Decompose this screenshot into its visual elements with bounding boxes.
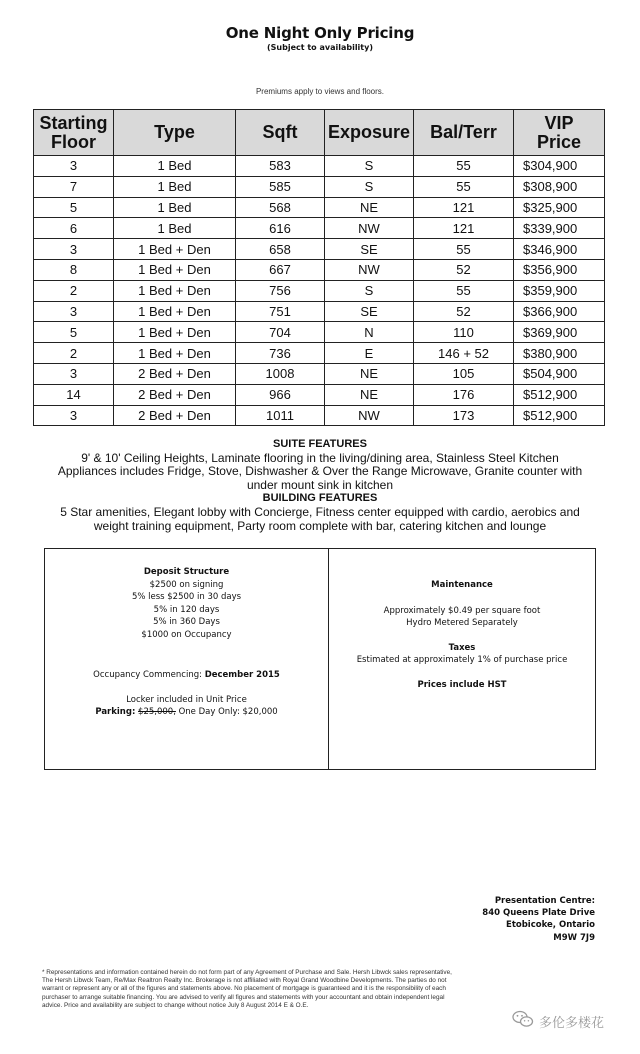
table-row bbox=[34, 218, 605, 239]
table-row bbox=[34, 280, 605, 301]
type-cell: 1 Bed + Den bbox=[114, 301, 236, 322]
suite-features-line: under mount sink in kitchen bbox=[246, 477, 394, 492]
sqft-cell: 966 bbox=[236, 384, 325, 405]
floor-cell: 5 bbox=[34, 197, 114, 218]
page-subtitle: (Subject to availability) bbox=[266, 43, 373, 52]
type-cell: 1 Bed + Den bbox=[114, 280, 236, 301]
page-title: One Night Only Pricing bbox=[225, 24, 415, 42]
exposure-cell: S bbox=[325, 176, 414, 197]
sqft-cell: 658 bbox=[236, 239, 325, 260]
price-cell: $512,900 bbox=[514, 384, 605, 405]
column-header-type: Type bbox=[114, 110, 236, 156]
deposit-item: $2500 on signing bbox=[149, 579, 224, 590]
parking-new-price: One Day Only: $20,000 bbox=[178, 707, 278, 717]
maintenance-heading: Maintenance bbox=[431, 580, 493, 590]
table-row bbox=[34, 259, 605, 280]
sqft-cell: 756 bbox=[236, 280, 325, 301]
maintenance-line: Hydro Metered Separately bbox=[406, 618, 518, 628]
table-row bbox=[34, 239, 605, 260]
balterr-cell: 55 bbox=[414, 156, 514, 177]
balterr-cell: 55 bbox=[414, 176, 514, 197]
parking-label: Parking: bbox=[95, 707, 136, 717]
type-cell: 1 Bed + Den bbox=[114, 343, 236, 364]
table-row bbox=[34, 322, 605, 343]
balterr-cell: 55 bbox=[414, 239, 514, 260]
table-row bbox=[34, 363, 605, 384]
table-row bbox=[34, 197, 605, 218]
maintenance-line: Approximately $0.49 per square foot bbox=[383, 605, 541, 616]
price-cell: $366,900 bbox=[514, 301, 605, 322]
parking-line bbox=[45, 706, 328, 719]
price-cell: $308,900 bbox=[514, 176, 605, 197]
price-cell: $512,900 bbox=[514, 405, 605, 426]
floor-cell: 3 bbox=[34, 156, 114, 177]
taxes-line: Estimated at approximately 1% of purchase price bbox=[356, 655, 568, 665]
balterr-cell: 105 bbox=[414, 363, 514, 384]
price-cell: $339,900 bbox=[514, 218, 605, 239]
floor-cell: 8 bbox=[34, 259, 114, 280]
pricing-table-header bbox=[34, 110, 605, 156]
pricing-table bbox=[33, 109, 605, 426]
type-cell: 1 Bed bbox=[114, 218, 236, 239]
type-cell: 2 Bed + Den bbox=[114, 405, 236, 426]
suite-features-line: Appliances includes Fridge, Stove, Dishwasher & Over the Range Microwave, Granite counter with bbox=[57, 464, 583, 479]
balterr-cell: 173 bbox=[414, 405, 514, 426]
premium-note: Premiums apply to views and floors. bbox=[255, 87, 385, 96]
balterr-cell: 52 bbox=[414, 301, 514, 322]
floor-cell: 3 bbox=[34, 239, 114, 260]
wechat-icon bbox=[512, 1010, 539, 1032]
price-cell: $356,900 bbox=[514, 259, 605, 280]
occupancy-value: December 2015 bbox=[204, 670, 280, 680]
balterr-cell: 55 bbox=[414, 280, 514, 301]
building-features-line: 5 Star amenities, Elegant lobby with Concierge, Fitness center equipped with cardio, aerobics and bbox=[60, 504, 580, 519]
floor-cell: 3 bbox=[34, 301, 114, 322]
table-row bbox=[34, 156, 605, 177]
exposure-cell: NW bbox=[325, 218, 414, 239]
info-boxes bbox=[44, 548, 596, 770]
table-row bbox=[34, 405, 605, 426]
price-cell: $325,900 bbox=[514, 197, 605, 218]
table-row bbox=[34, 301, 605, 322]
deposit-item: 5% less $2500 in 30 days bbox=[131, 592, 242, 602]
floor-cell: 6 bbox=[34, 218, 114, 239]
presentation-centre-address bbox=[440, 895, 595, 944]
disclaimer-line: warrant or represent any or all of the figures and statements above. No placement of mortgage is guaranteed and it is the responsibility of each bbox=[42, 985, 446, 993]
table-row bbox=[34, 176, 605, 197]
sqft-cell: 568 bbox=[236, 197, 325, 218]
sqft-cell: 616 bbox=[236, 218, 325, 239]
sqft-cell: 583 bbox=[236, 156, 325, 177]
suite-features-heading: SUITE FEATURES bbox=[273, 438, 367, 450]
sqft-cell: 704 bbox=[236, 322, 325, 343]
taxes-heading: Taxes bbox=[448, 642, 476, 653]
type-cell: 1 Bed bbox=[114, 176, 236, 197]
locker-note: Locker included in Unit Price bbox=[126, 694, 247, 705]
sqft-cell: 585 bbox=[236, 176, 325, 197]
column-header-price: VIP Price bbox=[514, 110, 605, 156]
floor-cell: 3 bbox=[34, 405, 114, 426]
occupancy-line bbox=[45, 669, 328, 682]
exposure-cell: SE bbox=[325, 239, 414, 260]
exposure-cell: NE bbox=[325, 363, 414, 384]
column-header-exposure: Exposure bbox=[325, 110, 414, 156]
type-cell: 1 Bed + Den bbox=[114, 239, 236, 260]
sqft-cell: 667 bbox=[236, 259, 325, 280]
price-cell: $304,900 bbox=[514, 156, 605, 177]
table-row bbox=[34, 343, 605, 364]
balterr-cell: 176 bbox=[414, 384, 514, 405]
maintenance-box bbox=[329, 549, 595, 769]
building-features-line: weight training equipment, Party room complete with bar, catering kitchen and lounge bbox=[93, 518, 547, 533]
disclaimer-line: The Hersh Libwck Team, Re/Max Realtron Realty Inc. Brokerage is not affiliated with Royal Grand Woodbine Developments. The parties do not bbox=[42, 977, 447, 985]
disclaimer-line: * Representations and information contained herein do not form part of any Agreement of Purchase and Sale. Hersh Libwck sales representative, bbox=[42, 969, 452, 976]
type-cell: 2 Bed + Den bbox=[114, 384, 236, 405]
disclaimer-line: advice. Price and availability are subject to change without notice July 8 August 2014 E & O.E. bbox=[42, 1001, 309, 1009]
watermark-text: 多伦多楼花 bbox=[539, 1015, 605, 1031]
price-cell: $380,900 bbox=[514, 343, 605, 364]
sqft-cell: 1011 bbox=[236, 405, 325, 426]
sqft-cell: 1008 bbox=[236, 363, 325, 384]
balterr-cell: 110 bbox=[414, 322, 514, 343]
exposure-cell: NW bbox=[325, 405, 414, 426]
sqft-cell: 736 bbox=[236, 343, 325, 364]
hst-note: Prices include HST bbox=[417, 679, 507, 690]
balterr-cell: 52 bbox=[414, 259, 514, 280]
type-cell: 1 Bed bbox=[114, 156, 236, 177]
type-cell: 2 Bed + Den bbox=[114, 363, 236, 384]
deposit-item: 5% in 120 days bbox=[153, 604, 220, 615]
table-row bbox=[34, 384, 605, 405]
exposure-cell: E bbox=[325, 343, 414, 364]
floor-cell: 2 bbox=[34, 343, 114, 364]
floor-cell: 5 bbox=[34, 322, 114, 343]
exposure-cell: SE bbox=[325, 301, 414, 322]
address-line: M9W 7J9 bbox=[553, 932, 595, 943]
column-header-floor: Starting Floor bbox=[34, 110, 114, 156]
disclaimer bbox=[42, 969, 602, 1010]
floor-cell: 7 bbox=[34, 176, 114, 197]
occupancy-label: Occupancy Commencing: bbox=[93, 670, 202, 680]
floor-cell: 2 bbox=[34, 280, 114, 301]
price-cell: $369,900 bbox=[514, 322, 605, 343]
price-cell: $504,900 bbox=[514, 363, 605, 384]
features-section bbox=[0, 438, 640, 533]
watermark bbox=[512, 1010, 604, 1032]
building-features-heading: BUILDING FEATURES bbox=[262, 492, 378, 505]
deposit-item: 5% in 360 Days bbox=[153, 617, 220, 627]
exposure-cell: S bbox=[325, 156, 414, 177]
type-cell: 1 Bed bbox=[114, 197, 236, 218]
floor-cell: 14 bbox=[34, 384, 114, 405]
column-header-sqft: Sqft bbox=[236, 110, 325, 156]
type-cell: 1 Bed + Den bbox=[114, 259, 236, 280]
exposure-cell: NW bbox=[325, 259, 414, 280]
address-line: Etobicoke, Ontario bbox=[506, 920, 595, 931]
sqft-cell: 751 bbox=[236, 301, 325, 322]
deposit-item: $1000 on Occupancy bbox=[141, 629, 232, 640]
column-header-balterr: Bal/Terr bbox=[414, 110, 514, 156]
parking-old-price: $25,000, bbox=[138, 707, 176, 717]
exposure-cell: NE bbox=[325, 197, 414, 218]
pricing-table-body bbox=[34, 156, 605, 426]
type-cell: 1 Bed + Den bbox=[114, 322, 236, 343]
balterr-cell: 121 bbox=[414, 197, 514, 218]
disclaimer-line: purchaser to arrange suitable financing. You are advised to verify all figures and statements with your accountant and obtain independent legal bbox=[42, 993, 445, 1001]
exposure-cell: NE bbox=[325, 384, 414, 405]
price-cell: $359,900 bbox=[514, 280, 605, 301]
address-line: 840 Queens Plate Drive bbox=[482, 908, 595, 919]
deposit-heading: Deposit Structure bbox=[143, 567, 230, 577]
balterr-cell: 146 + 52 bbox=[414, 343, 514, 364]
floor-cell: 3 bbox=[34, 363, 114, 384]
price-cell: $346,900 bbox=[514, 239, 605, 260]
balterr-cell: 121 bbox=[414, 218, 514, 239]
deposit-box bbox=[45, 549, 329, 769]
suite-features-line: 9' & 10' Ceiling Heights, Laminate flooring in the living/dining area, Stainless Steel Kitchen bbox=[81, 450, 559, 465]
address-line: Presentation Centre: bbox=[494, 896, 595, 906]
exposure-cell: S bbox=[325, 280, 414, 301]
exposure-cell: N bbox=[325, 322, 414, 343]
